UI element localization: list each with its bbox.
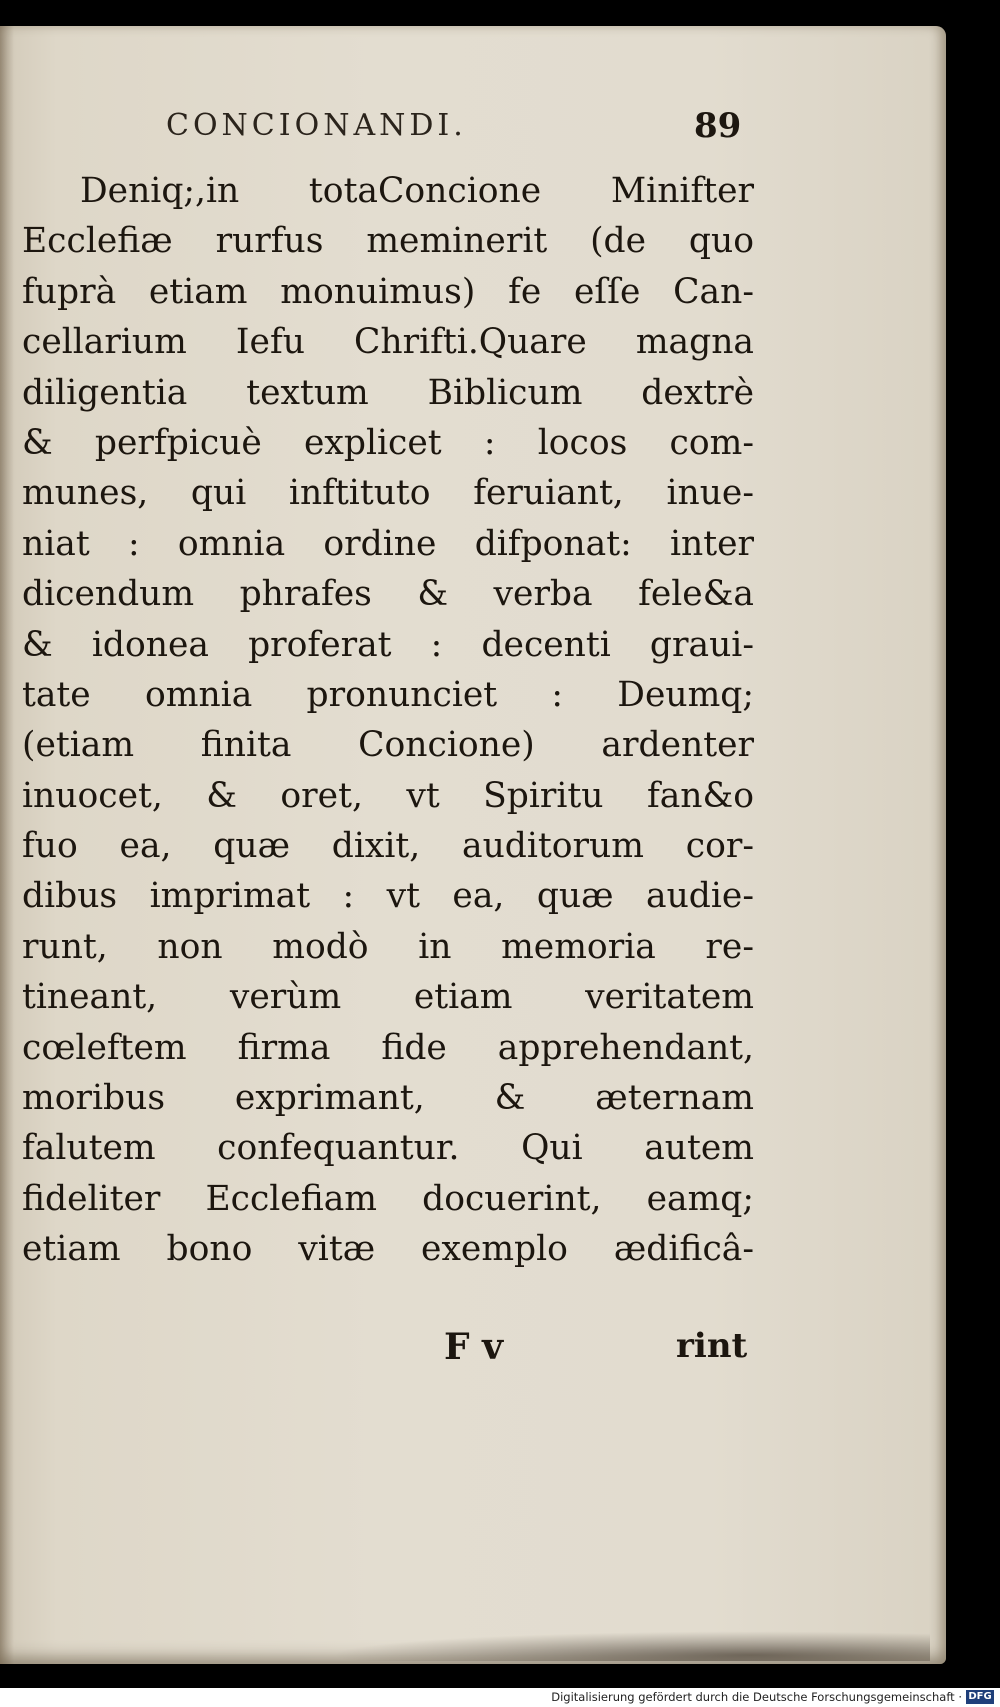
funding-credit: Digitalisierung gefördert durch die Deutsche Forschungsgemeinschaft · xyxy=(551,1690,962,1704)
text-line: (etiam finita Concione) ardenter xyxy=(22,725,754,766)
text-line: fuprà etiam monuimus) fe eſſe Can- xyxy=(22,271,754,312)
text-line: runt, non modò in memoria re- xyxy=(22,926,754,967)
text-line: munes, qui inftituto feruiant, inue- xyxy=(22,473,754,514)
dfg-logo-icon: DFG xyxy=(966,1690,994,1704)
text-line: dibus imprimat : vt ea, quæ audie- xyxy=(22,876,754,917)
text-line: cœleftem firma fide apprehendant, xyxy=(22,1027,754,1068)
text-line: fuo ea, quæ dixit, auditorum cor- xyxy=(22,826,754,867)
text-line: & idonea proferat : decenti graui- xyxy=(22,624,754,665)
text-line: dicendum phrafes & verba fele&a xyxy=(22,574,754,615)
text-line: niat : omnia ordine difponat: inter xyxy=(22,523,754,564)
text-line: tineant, verùm etiam veritatem xyxy=(22,977,754,1018)
page-edge-stain xyxy=(330,1631,930,1661)
page-number: 89 xyxy=(694,106,742,146)
text-line: moribus exprimant, & æternam xyxy=(22,1078,754,1119)
text-block xyxy=(22,166,754,1275)
text-line: fideliter Ecclefiam docuerint, eamq; xyxy=(22,1178,754,1219)
text-line: Deniq;,in totaConcione Minifter xyxy=(80,171,754,211)
credit-bar xyxy=(0,1688,1000,1707)
text-line: diligentia textum Biblicum dextrè xyxy=(22,372,754,413)
text-line: falutem confequantur. Qui autem xyxy=(22,1128,754,1169)
catchword: rint xyxy=(676,1326,748,1366)
text-line: tate omnia pronunciet : Deumq; xyxy=(22,674,754,715)
text-line: & perfpicuè explicet : locos com- xyxy=(22,422,754,463)
signature-mark: F v xyxy=(444,1326,504,1368)
text-line: etiam bono vitæ exemplo ædificâ- xyxy=(22,1229,754,1270)
running-head: CONCIONANDI. xyxy=(166,108,467,143)
text-line: cellarium Iefu Chrifti.Quare magna xyxy=(22,322,754,363)
text-line: Ecclefiæ rurfus meminerit (de quo xyxy=(22,221,754,262)
text-line: inuocet, & oret, vt Spiritu fan&o xyxy=(22,775,754,816)
